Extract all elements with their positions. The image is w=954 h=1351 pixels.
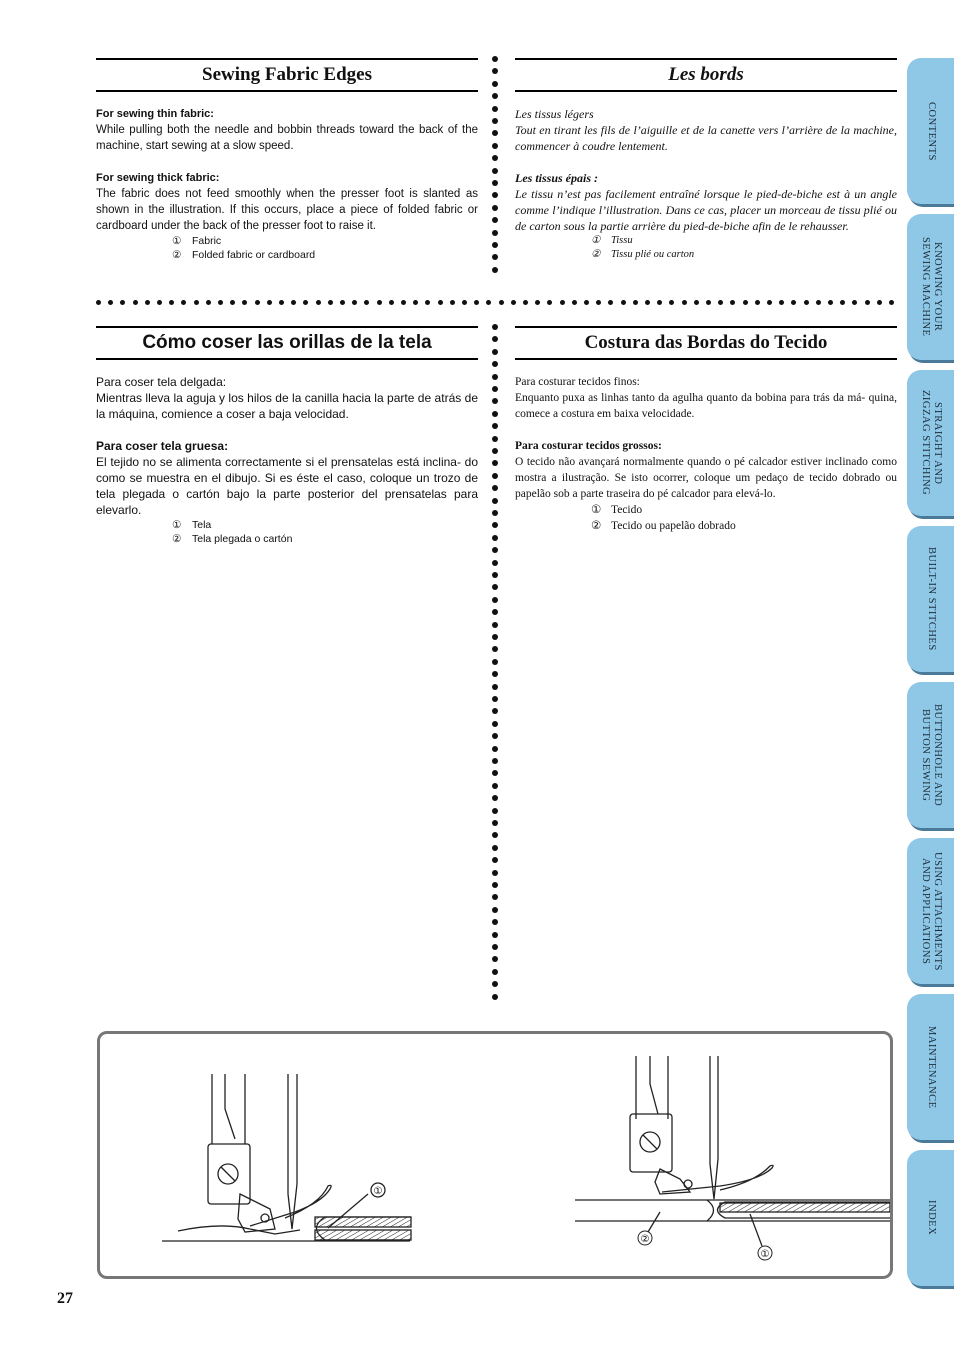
divider-dot xyxy=(492,118,498,124)
section-title-portuguese: Costura das Bordas do Tecido xyxy=(515,326,897,360)
divider-dot xyxy=(492,267,498,273)
legend-item: ② Tela plegada o cartón xyxy=(172,533,293,545)
divider-dot xyxy=(718,300,723,305)
divider-dot xyxy=(492,560,498,566)
divider-dot xyxy=(157,300,162,305)
divider-dot xyxy=(96,300,101,305)
tab-knowing-your-sewing-machine[interactable]: KNOWING YOUR SEWING MACHINE xyxy=(907,214,954,360)
thin-fabric-text: Mientras lleva la aguja y los hilos de la canilla hacia la parte de atrás de la máquina, comience a coser a baja velocidad. xyxy=(96,391,478,421)
divider-dot xyxy=(340,300,345,305)
divider-dot xyxy=(316,300,321,305)
divider-dot xyxy=(401,300,406,305)
divider-dot xyxy=(730,300,735,305)
thick-fabric-heading: Para costurar tecidos grossos: xyxy=(515,440,662,452)
divider-dot xyxy=(669,300,674,305)
thick-fabric-heading: Para coser tela gruesa: xyxy=(96,439,229,453)
divider-dot xyxy=(492,460,498,466)
divider-dot xyxy=(486,300,491,305)
divider-dot xyxy=(492,535,498,541)
divider-dot xyxy=(364,300,369,305)
divider-dot xyxy=(621,300,626,305)
divider-dot xyxy=(889,300,894,305)
thin-fabric-text: Enquanto puxa as linhas tanto da agulha quanto da bobina para trás da má- quina, comece a costura em baixa velocidade. xyxy=(515,392,897,420)
thick-fabric-text: Le tissu n’est pas facilement entraîné lorsque le pied-de-biche est à un angle comme l’indique l’illustration. Dans ce cas, placer un morceau de tissu plié ou de carton sous la partie arrière du pied-de-biche afin de le rehausser. xyxy=(515,187,897,233)
divider-dot xyxy=(499,300,504,305)
divider-dot xyxy=(492,473,498,479)
divider-dot xyxy=(230,300,235,305)
divider-dot xyxy=(492,956,498,962)
divider-dot xyxy=(492,217,498,223)
divider-dot xyxy=(492,721,498,727)
divider-dot xyxy=(389,300,394,305)
vertical-dotted-divider xyxy=(492,324,500,1004)
divider-dot xyxy=(492,907,498,913)
tab-built-in-stitches[interactable]: BUILT-IN STITCHES xyxy=(907,526,954,672)
divider-dot xyxy=(492,634,498,640)
divider-dot xyxy=(492,81,498,87)
divider-dot xyxy=(492,882,498,888)
thick-fabric-text: O tecido não avançará normalmente quando o pé calcador estiver inclinado como mostra a ilustração. Se isto ocorrer, coloque um pedaço de tecido dobrado ou papelão sob a parte traseira do pé calcador para elevá-lo. xyxy=(515,456,897,500)
thick-fabric-heading: Les tissus épais : xyxy=(515,171,599,185)
divider-dot xyxy=(492,944,498,950)
divider-dot xyxy=(492,684,498,690)
thin-fabric-heading: Les tissus légers xyxy=(515,107,594,121)
divider-dot xyxy=(596,300,601,305)
divider-dot xyxy=(181,300,186,305)
divider-dot xyxy=(816,300,821,305)
thick-fabric-text: El tejido no se alimenta correctamente si el prensatelas está inclina- do como se muestra en el dibujo. Si es éste el caso, coloque un trozo de tela plegada o cartón bajo la parte posterior del prensatelas para elevarlo. xyxy=(96,455,478,517)
divider-dot xyxy=(492,205,498,211)
divider-dot xyxy=(492,547,498,553)
divider-dot xyxy=(657,300,662,305)
divider-dot xyxy=(492,894,498,900)
callout-folded-fabric: ② xyxy=(640,1234,650,1245)
callout-fabric: ① xyxy=(760,1249,770,1260)
slanted-presser-foot-figure xyxy=(162,1074,411,1241)
horizontal-dotted-divider xyxy=(96,300,896,308)
thick-fabric-text: The fabric does not feed smoothly when the presser foot is slanted as shown in the illustration. If this occurs, place a piece of folded fabric or cardboard under the back of the presser foot to raise it. xyxy=(96,188,478,232)
tab-buttonhole-and-button-sewing[interactable]: BUTTONHOLE AND BUTTON SEWING xyxy=(907,682,954,828)
divider-dot xyxy=(492,68,498,74)
legend-item: ② Tecido ou papelão dobrado xyxy=(591,520,736,532)
divider-dot xyxy=(535,300,540,305)
divider-dot xyxy=(492,436,498,442)
divider-dot xyxy=(492,386,498,392)
divider-dot xyxy=(492,981,498,987)
divider-dot xyxy=(492,758,498,764)
divider-dot xyxy=(633,300,638,305)
legend-item: ② Folded fabric or cardboard xyxy=(172,249,316,261)
divider-dot xyxy=(706,300,711,305)
divider-dot xyxy=(492,609,498,615)
divider-dot xyxy=(492,398,498,404)
callout-fabric: ① xyxy=(373,1186,383,1197)
divider-dot xyxy=(492,230,498,236)
divider-dot xyxy=(474,300,479,305)
divider-dot xyxy=(804,300,809,305)
divider-dot xyxy=(492,870,498,876)
divider-dot xyxy=(492,411,498,417)
divider-dot xyxy=(492,994,498,1000)
divider-dot xyxy=(108,300,113,305)
divider-dot xyxy=(492,168,498,174)
tab-using-attachments-and-applications[interactable]: USING ATTACHMENTS AND APPLICATIONS xyxy=(907,838,954,984)
divider-dot xyxy=(279,300,284,305)
divider-dot xyxy=(492,324,498,330)
divider-dot xyxy=(492,423,498,429)
divider-dot xyxy=(492,192,498,198)
tab-index[interactable]: INDEX xyxy=(907,1150,954,1286)
divider-dot xyxy=(492,130,498,136)
section-english xyxy=(96,58,478,262)
divider-dot xyxy=(511,300,516,305)
thin-fabric-text: While pulling both the needle and bobbin threads toward the back of the machine, start sewing at a slow speed. xyxy=(96,124,478,152)
divider-dot xyxy=(267,300,272,305)
divider-dot xyxy=(755,300,760,305)
divider-dot xyxy=(492,708,498,714)
divider-dot xyxy=(291,300,296,305)
divider-dot xyxy=(492,932,498,938)
vertical-dotted-divider xyxy=(492,56,500,278)
section-french xyxy=(515,58,897,262)
thin-fabric-heading: Para coser tela delgada: xyxy=(96,375,227,389)
divider-dot xyxy=(492,857,498,863)
legend xyxy=(591,234,897,262)
divider-dot xyxy=(492,180,498,186)
section-spanish xyxy=(96,326,478,546)
legend-item: ① Fabric xyxy=(172,235,222,247)
thin-fabric-heading: Para costurar tecidos finos: xyxy=(515,376,640,388)
divider-dot xyxy=(492,795,498,801)
divider-dot xyxy=(828,300,833,305)
divider-dot xyxy=(492,820,498,826)
divider-dot xyxy=(492,448,498,454)
divider-dot xyxy=(492,969,498,975)
divider-dot xyxy=(492,510,498,516)
divider-dot xyxy=(492,832,498,838)
divider-dot xyxy=(492,361,498,367)
divider-dot xyxy=(492,93,498,99)
tab-straight-and-zigzag-stitching[interactable]: STRAIGHT AND ZIGZAG STITCHING xyxy=(907,370,954,516)
divider-dot xyxy=(218,300,223,305)
divider-dot xyxy=(791,300,796,305)
divider-dot xyxy=(413,300,418,305)
illustration-box xyxy=(97,1031,893,1279)
divider-dot xyxy=(169,300,174,305)
page-number: 27 xyxy=(57,1290,73,1307)
divider-dot xyxy=(743,300,748,305)
thin-fabric-heading: For sewing thin fabric: xyxy=(96,108,214,120)
presser-foot-illustration xyxy=(100,1034,890,1276)
divider-dot xyxy=(377,300,382,305)
section-portuguese xyxy=(515,326,897,534)
divider-dot xyxy=(694,300,699,305)
thick-fabric-heading: For sewing thick fabric: xyxy=(96,172,220,184)
legend-item: ① Tela xyxy=(172,519,212,531)
divider-dot xyxy=(492,659,498,665)
legend xyxy=(172,518,478,546)
divider-dot xyxy=(462,300,467,305)
tab-contents[interactable]: CONTENTS xyxy=(907,58,954,204)
divider-dot xyxy=(492,56,498,62)
legend-item: ② Tissu plié ou carton xyxy=(591,249,695,260)
divider-dot xyxy=(492,746,498,752)
thin-fabric-text: Tout en tirant les fils de l’aiguille et de la canette vers l’arrière de la machine, commencer à coudre lentement. xyxy=(515,123,897,153)
divider-dot xyxy=(492,106,498,112)
divider-dot xyxy=(206,300,211,305)
divider-dot xyxy=(492,919,498,925)
divider-dot xyxy=(492,783,498,789)
divider-dot xyxy=(492,143,498,149)
tab-maintenance[interactable]: MAINTENANCE xyxy=(907,994,954,1140)
divider-dot xyxy=(492,770,498,776)
section-title-french: Les bords xyxy=(515,58,897,92)
divider-dot xyxy=(492,374,498,380)
divider-dot xyxy=(255,300,260,305)
divider-dot xyxy=(492,349,498,355)
divider-dot xyxy=(572,300,577,305)
divider-dot xyxy=(492,572,498,578)
divider-dot xyxy=(492,696,498,702)
divider-dot xyxy=(608,300,613,305)
divider-dot xyxy=(194,300,199,305)
legend xyxy=(172,234,478,262)
divider-dot xyxy=(547,300,552,305)
divider-dot xyxy=(492,733,498,739)
divider-dot xyxy=(779,300,784,305)
divider-dot xyxy=(133,300,138,305)
divider-dot xyxy=(242,300,247,305)
divider-dot xyxy=(450,300,455,305)
divider-dot xyxy=(352,300,357,305)
divider-dot xyxy=(438,300,443,305)
divider-dot xyxy=(560,300,565,305)
divider-dot xyxy=(492,845,498,851)
legend-item: ① Tecido xyxy=(591,504,643,516)
divider-dot xyxy=(877,300,882,305)
divider-dot xyxy=(492,522,498,528)
divider-dot xyxy=(492,485,498,491)
divider-dot xyxy=(492,254,498,260)
divider-dot xyxy=(328,300,333,305)
divider-dot xyxy=(865,300,870,305)
divider-dot xyxy=(492,597,498,603)
divider-dot xyxy=(120,300,125,305)
divider-dot xyxy=(492,671,498,677)
divider-dot xyxy=(492,808,498,814)
divider-dot xyxy=(852,300,857,305)
divider-dot xyxy=(523,300,528,305)
divider-dot xyxy=(767,300,772,305)
divider-dot xyxy=(492,646,498,652)
divider-dot xyxy=(425,300,430,305)
divider-dot xyxy=(840,300,845,305)
divider-dot xyxy=(492,498,498,504)
divider-dot xyxy=(645,300,650,305)
divider-dot xyxy=(303,300,308,305)
divider-dot xyxy=(584,300,589,305)
divider-dot xyxy=(492,622,498,628)
raised-presser-foot-figure xyxy=(575,1056,890,1246)
divider-dot xyxy=(145,300,150,305)
section-title-english: Sewing Fabric Edges xyxy=(96,58,478,92)
legend xyxy=(591,502,897,534)
divider-dot xyxy=(492,584,498,590)
divider-dot xyxy=(492,155,498,161)
legend-item: ① Tissu xyxy=(591,235,633,246)
divider-dot xyxy=(492,336,498,342)
divider-dot xyxy=(682,300,687,305)
divider-dot xyxy=(492,242,498,248)
section-title-spanish: Cómo coser las orillas de la tela xyxy=(96,326,478,360)
